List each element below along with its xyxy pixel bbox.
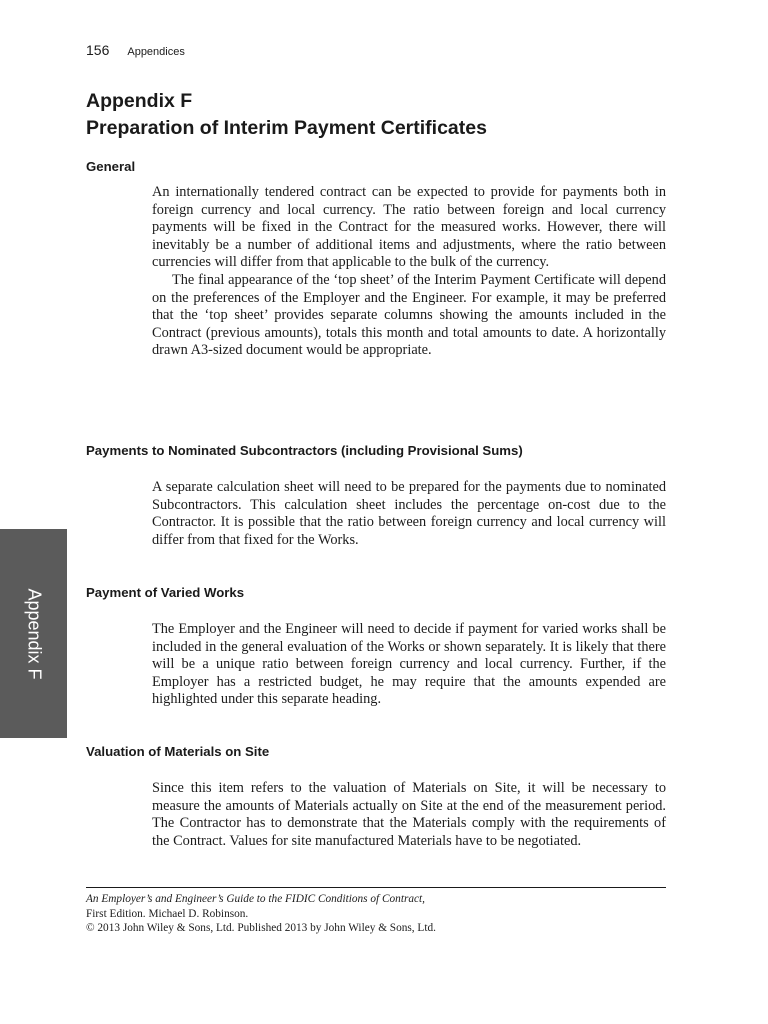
appendix-thumb-tab (0, 529, 67, 738)
book-title: An Employer’s and Engineer’s Guide to the FIDIC Conditions of Contract, (86, 893, 425, 905)
copyright-line: © 2013 John Wiley & Sons, Ltd. Published 2013 by John Wiley & Sons, Ltd. (86, 922, 436, 935)
section-heading-varied-works: Payment of Varied Works (86, 585, 245, 600)
section-heading-materials-on-site: Valuation of Materials on Site (86, 744, 270, 759)
section-heading-nominated-subcontractors: Payments to Nominated Subcontractors (including Provisional Sums) (86, 443, 523, 458)
paragraph: The Employer and the Engineer will need to decide if payment for varied works shall be included in the general evaluation of the Works or shown separately. It is likely that there will be a unique ratio between foreign currency and local currency. Further, if the Employer has a restricted budget, he may require that the amounts expended are highlighted under this separate heading. (152, 621, 666, 708)
section-body-materials-on-site (152, 780, 666, 850)
section-body-varied-works (152, 621, 666, 709)
copyright-footnote (86, 892, 666, 936)
paragraph: Since this item refers to the valuation of Materials on Site, it will be necessary to measure the amounts of Materials actually on Site at the end of the measurement period. The Contractor has to demonstrate that the Materials comply with the requirements of the Contract. Values for site manufactured Materials have to be negotiated. (152, 780, 666, 849)
section-body-general (152, 184, 666, 360)
edition-author: First Edition. Michael D. Robinson. (86, 907, 249, 920)
paragraph: A separate calculation sheet will need to be prepared for the payments due to nominated Subcontractors. This calculation sheet includes the percentage on-cost due to the Contractor. It is possible that the ratio between foreign currency and local currency will differ from that fixed for the Works. (152, 479, 666, 548)
footnote-divider (86, 887, 666, 888)
running-head (86, 42, 185, 62)
page-number: 156 (86, 42, 110, 58)
appendix-label: Appendix F (86, 90, 193, 112)
running-head-section: Appendices (127, 46, 185, 58)
section-heading-general: General (86, 159, 136, 174)
thumb-tab-label: Appendix F (24, 587, 44, 680)
section-body-nominated-subcontractors (152, 479, 666, 549)
page-title (86, 88, 686, 142)
appendix-title: Preparation of Interim Payment Certificates (86, 117, 487, 139)
paragraph: An internationally tendered contract can be expected to provide for payments both in foreign currency and local currency. The ratio between foreign and local currency payments will be fixed in the Contract for the measured works. However, there will inevitably be a number of additional items and adjustments, where the ratio between currencies will differ from that applicable to the bulk of the currency. (152, 184, 666, 271)
paragraph: The final appearance of the ‘top sheet’ of the Interim Payment Certificate will depend on the preferences of the Employer and the Engineer. For example, it may be preferred that the ‘top sheet’ provides separate columns showing the amounts included in the Contract (previous amounts), totals this month and total amounts to date. A horizontally drawn A3-sized document would be appropriate. (152, 271, 666, 359)
